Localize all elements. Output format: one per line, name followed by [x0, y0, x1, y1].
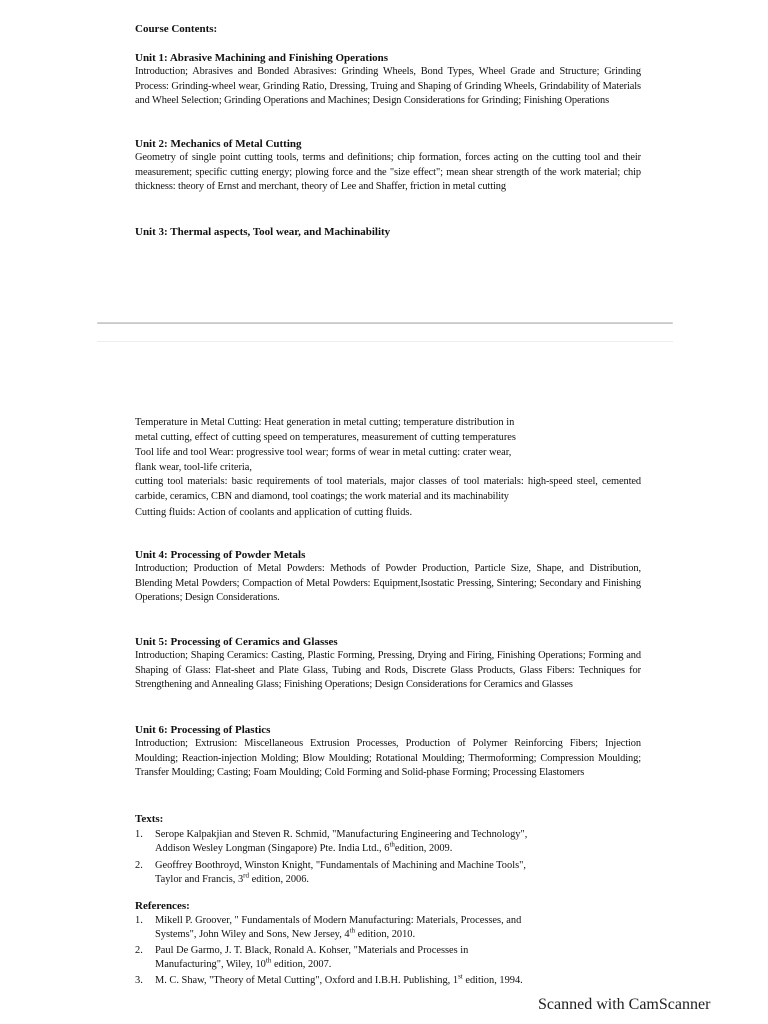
unit3-fluids: Cutting fluids: Action of coolants and application of cutting fluids.	[135, 506, 413, 518]
text-2-sup: rd	[243, 871, 249, 880]
unit3-toollife-line2: flank wear, tool-life criteria,	[135, 462, 252, 473]
list-item	[135, 859, 641, 886]
ref-3-line-end: edition, 1994.	[462, 975, 523, 986]
list-item-number: 3.	[135, 975, 143, 986]
text-1-line2-end: edition, 2009.	[394, 842, 453, 854]
texts-heading: Texts:	[135, 813, 164, 825]
unit3-temperature-line1: Temperature in Metal Cutting: Heat generation in metal cutting; temperature distribution in	[135, 417, 515, 428]
text-1-sup: th	[389, 840, 395, 849]
text-2-line2: Taylor and Francis, 3	[155, 873, 244, 885]
list-item-number: 1.	[135, 829, 143, 840]
text-1-line1: Serope Kalpakjian and Steven R. Schmid, "Manufacturing Engineering and Technology",	[155, 829, 528, 840]
list-item-number: 1.	[135, 915, 143, 926]
course-contents-heading: Course Contents:	[135, 23, 218, 35]
list-item	[135, 828, 641, 855]
text-1-line2: Addison Wesley Longman (Singapore) Pte. India Ltd., 6	[155, 842, 390, 854]
ref-1-sup: th	[349, 926, 356, 935]
unit2-section	[135, 137, 641, 195]
unit6-section	[135, 723, 641, 781]
unit2-heading: Unit 2: Mechanics of Metal Cutting	[135, 138, 302, 150]
page-divider	[97, 322, 673, 324]
unit1-body: Introduction; Abrasives and Bonded Abrasives: Grinding Wheels, Bond Types, Wheel Grade and Structure; Grinding Process: Grinding-wheel wear, Grinding Ratio, Dressing, Truing and Shaping of Grinding Wheels, Grindability of Materials and Wheel Selection; Grinding Operations and Machines; Design Considerations for Grinding; Finishing Operations	[135, 66, 641, 107]
ref-3-sup: st	[458, 972, 463, 981]
ref-2-line1: Paul De Garmo, J. T. Black, Ronald A. Kohser, "Materials and Processes in	[155, 945, 469, 956]
unit3-continued	[135, 415, 641, 520]
ref-1-line1: Mikell P. Groover, " Fundamentals of Modern Manufacturing: Materials, Processes, and	[155, 915, 522, 926]
ref-2-sup: th	[265, 956, 272, 965]
unit4-heading: Unit 4: Processing of Powder Metals	[135, 549, 306, 561]
unit3-toollife-line1: Tool life and tool Wear: progressive tool wear; forms of wear in metal cutting: crater wear,	[135, 447, 512, 458]
references-list	[135, 914, 641, 988]
unit1-section	[135, 51, 641, 109]
text-2-line1: Geoffrey Boothroyd, Winston Knight, "Fundamentals of Machining and Machine Tools",	[155, 860, 526, 871]
unit6-heading: Unit 6: Processing of Plastics	[135, 724, 271, 736]
references-heading: References:	[135, 900, 190, 912]
references-section	[135, 899, 641, 992]
ref-1-line2: Systems", John Wiley and Sons, New Jersey, 4	[155, 928, 350, 940]
ref-1-line2-end: edition, 2010.	[355, 928, 416, 940]
unit3-temperature-line2: metal cutting, effect of cutting speed on temperatures, measurement of cutting temperatures	[135, 432, 516, 443]
unit2-body: Geometry of single point cutting tools, terms and definitions; chip formation, forces acting on the cutting tool and their measurement; specific cutting energy; plowing force and the "size effect"; mean shear strength of the work material; chip thickness: theory of Ernst and merchant, theory of Lee and Shaffer, friction in metal cutting	[135, 152, 641, 193]
list-item	[135, 974, 641, 988]
unit5-heading: Unit 5: Processing of Ceramics and Glasses	[135, 636, 338, 648]
unit4-body: Introduction; Production of Metal Powders: Methods of Powder Production, Particle Size, Shape, and Distribution, Blending Metal Powders; Compaction of Metal Powders: Equipment,Isostatic Pressing, Sintering; Secondary and Finishing Operations; Design Considerations.	[135, 563, 641, 604]
list-item	[135, 944, 641, 971]
unit5-body: Introduction; Shaping Ceramics: Casting, Plastic Forming, Pressing, Drying and Firing, Finishing Operations; Forming and Shaping of Glass: Flat-sheet and Plate Glass, Tubing and Rods, Discrete Glass Products, Glass Fibers: Techniques for Strengthening and Annealing Glass; Finishing Operations; Design Considerations for Ceramics and Glasses	[135, 650, 641, 691]
list-item	[135, 914, 641, 941]
unit3-materials: cutting tool materials: basic requirements of tool materials, major classes of tool materials: high-speed steel, cemented carbide, ceramics, CBN and diamond, tool coatings; the work material and its machinability	[135, 476, 641, 502]
unit1-heading: Unit 1: Abrasive Machining and Finishing Operations	[135, 52, 389, 64]
unit3-heading: Unit 3: Thermal aspects, Tool wear, and Machinability	[135, 226, 391, 238]
camscanner-watermark: Scanned with CamScanner	[538, 996, 711, 1013]
list-item-number: 2.	[135, 860, 143, 871]
ref-2-line2-end: edition, 2007.	[271, 958, 332, 970]
ref-3-line: M. C. Shaw, "Theory of Metal Cutting", Oxford and I.B.H. Publishing, 1	[155, 975, 459, 986]
ref-2-line2: Manufacturing", Wiley, 10	[155, 958, 266, 970]
texts-list	[135, 828, 641, 886]
unit4-section	[135, 548, 641, 606]
text-2-line2-end: edition, 2006.	[249, 873, 310, 885]
list-item-number: 2.	[135, 945, 143, 956]
unit6-body: Introduction; Extrusion: Miscellaneous Extrusion Processes, Production of Polymer Reinforcing Fibers; Injection Moulding; Reaction-injection Molding; Blow Moulding; Rotational Moulding; Thermoforming; Compression Moulding; Transfer Moulding; Casting; Foam Moulding; Cold Forming and Solid-phase Forming; Processing Elastomers	[135, 738, 641, 779]
texts-section	[135, 812, 641, 890]
page-divider-shadow	[97, 341, 673, 342]
unit5-section	[135, 635, 641, 693]
